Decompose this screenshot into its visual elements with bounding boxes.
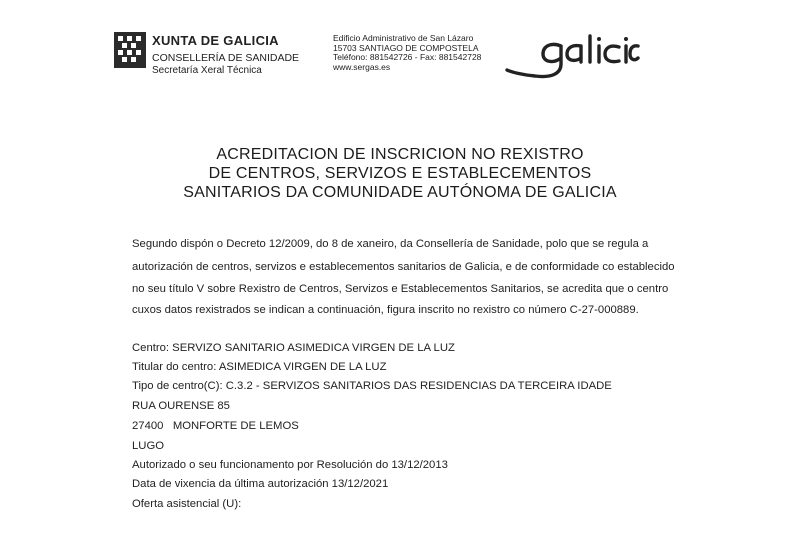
secretaria-name: Secretaría Xeral Técnica bbox=[152, 65, 262, 76]
galicia-logo bbox=[505, 34, 640, 82]
document-title-line-2: DE CENTROS, SERVIZOS E ESTABLECEMENTOS bbox=[208, 165, 592, 182]
titular-line: Titular do centro: ASIMEDICA VIRGEN DE LA LUZ bbox=[132, 361, 387, 373]
postal-city-line: 27400 MONFORTE DE LEMOS bbox=[132, 420, 299, 432]
xunta-title: XUNTA DE GALICIA bbox=[152, 33, 279, 48]
authorization-line: Autorizado o seu funcionamento por Resolución do 13/12/2013 bbox=[132, 459, 448, 471]
conselleria-name: CONSELLERÍA DE SANIDADE bbox=[152, 52, 300, 64]
document-title-line-1: ACREDITACION DE INSCRICION NO REXISTRO bbox=[216, 146, 584, 163]
province-line: LUGO bbox=[132, 440, 165, 452]
tipo-centro-line: Tipo de centro(C): C.3.2 - SERVIZOS SANITARIOS DAS RESIDENCIAS DA TERCEIRA IDADE bbox=[132, 380, 612, 392]
xunta-emblem-icon bbox=[114, 32, 146, 68]
address-phone-fax: Teléfono: 881542726 - Fax: 881542728 bbox=[333, 52, 482, 62]
body-line-2: autorización de centros, servizos e establecementos sanitarios de Galicia, e de conformidade co establecido bbox=[132, 261, 675, 273]
centro-line: Centro: SERVIZO SANITARIO ASIMEDICA VIRGEN DE LA LUZ bbox=[132, 342, 455, 354]
address-building: Edificio Administrativo de San Lázaro bbox=[333, 33, 474, 43]
body-line-1: Segundo dispón o Decreto 12/2009, do 8 de xaneiro, da Consellería de Sanidade, polo que se regula a bbox=[132, 238, 649, 250]
body-line-3: no seu título V sobre Rexistro de Centros, Servizos e Establecementos Sanitarios, se acredita que o centro bbox=[132, 283, 669, 295]
address-city: 15703 SANTIAGO DE COMPOSTELA bbox=[333, 43, 479, 53]
document-title-line-3: SANITARIOS DA COMUNIDADE AUTÓNOMA DE GALICIA bbox=[183, 184, 617, 201]
address-website: www.sergas.es bbox=[333, 62, 391, 72]
street-address-line: RUA OURENSE 85 bbox=[132, 400, 230, 412]
validity-date-line: Data de vixencia da última autorización 13/12/2021 bbox=[132, 478, 389, 490]
body-line-4: cuxos datos rexistrados se indican a continuación, figura inscrito no rexistro co número C-27-000889. bbox=[132, 304, 639, 316]
oferta-asistencial-line: Oferta asistencial (U): bbox=[132, 498, 242, 510]
